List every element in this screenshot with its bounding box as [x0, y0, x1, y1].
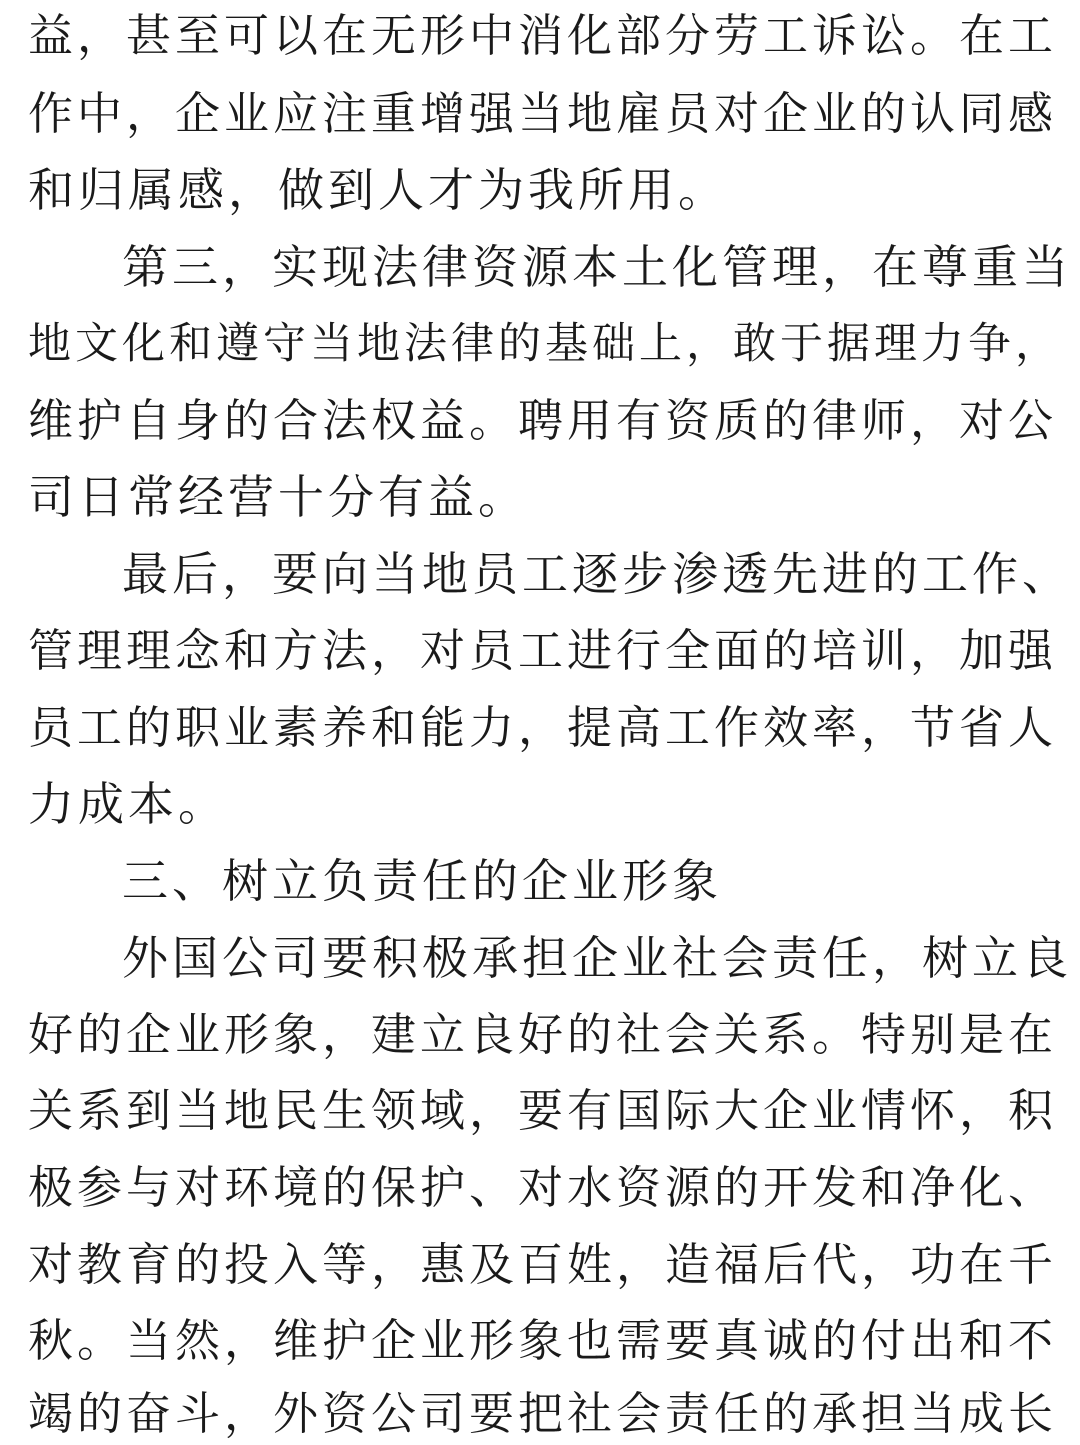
text-line: 竭的奋斗，外资公司要把社会责任的承担当成长: [28, 1387, 1058, 1440]
text-line: 关系到当地民生领域，要有国际大企业情怀，积: [28, 1084, 1058, 1137]
text-line: 维护自身的合法权益。聘用有资质的律师，对公: [28, 394, 1058, 447]
text-line: 秋。当然，维护企业形象也需要真诚的付出和不: [28, 1314, 1058, 1367]
paragraph-start-line: 外国公司要积极承担企业社会责任，树立良: [122, 931, 1072, 985]
text-line: 对教育的投入等，惠及百姓，造福后代，功在千: [28, 1238, 1058, 1291]
text-line: 地文化和遵守当地法律的基础上，敢于据理力争，: [28, 319, 1062, 369]
paragraph-start-line: 最后，要向当地员工逐步渗透先进的工作、: [122, 547, 1072, 601]
text-line: 员工的职业素养和能力，提高工作效率，节省人: [28, 701, 1058, 754]
text-line: 极参与对环境的保护、对水资源的开发和净化、: [28, 1161, 1058, 1214]
text-line: 力成本。: [28, 777, 228, 831]
text-line: 好的企业形象，建立良好的社会关系。特别是在: [28, 1008, 1058, 1061]
text-line: 管理理念和方法，对员工进行全面的培训，加强: [28, 624, 1058, 677]
text-line: 作中，企业应注重增强当地雇员对企业的认同感: [28, 87, 1058, 140]
section-heading: 三、树立负责任的企业形象: [122, 854, 722, 908]
paragraph-start-line: 第三，实现法律资源本土化管理，在尊重当: [122, 240, 1072, 294]
text-line: 和归属感，做到人才为我所用。: [28, 163, 728, 217]
text-line: 益，甚至可以在无形中消化部分劳工诉讼。在工: [28, 9, 1058, 62]
text-line: 司日常经营十分有益。: [28, 470, 528, 524]
